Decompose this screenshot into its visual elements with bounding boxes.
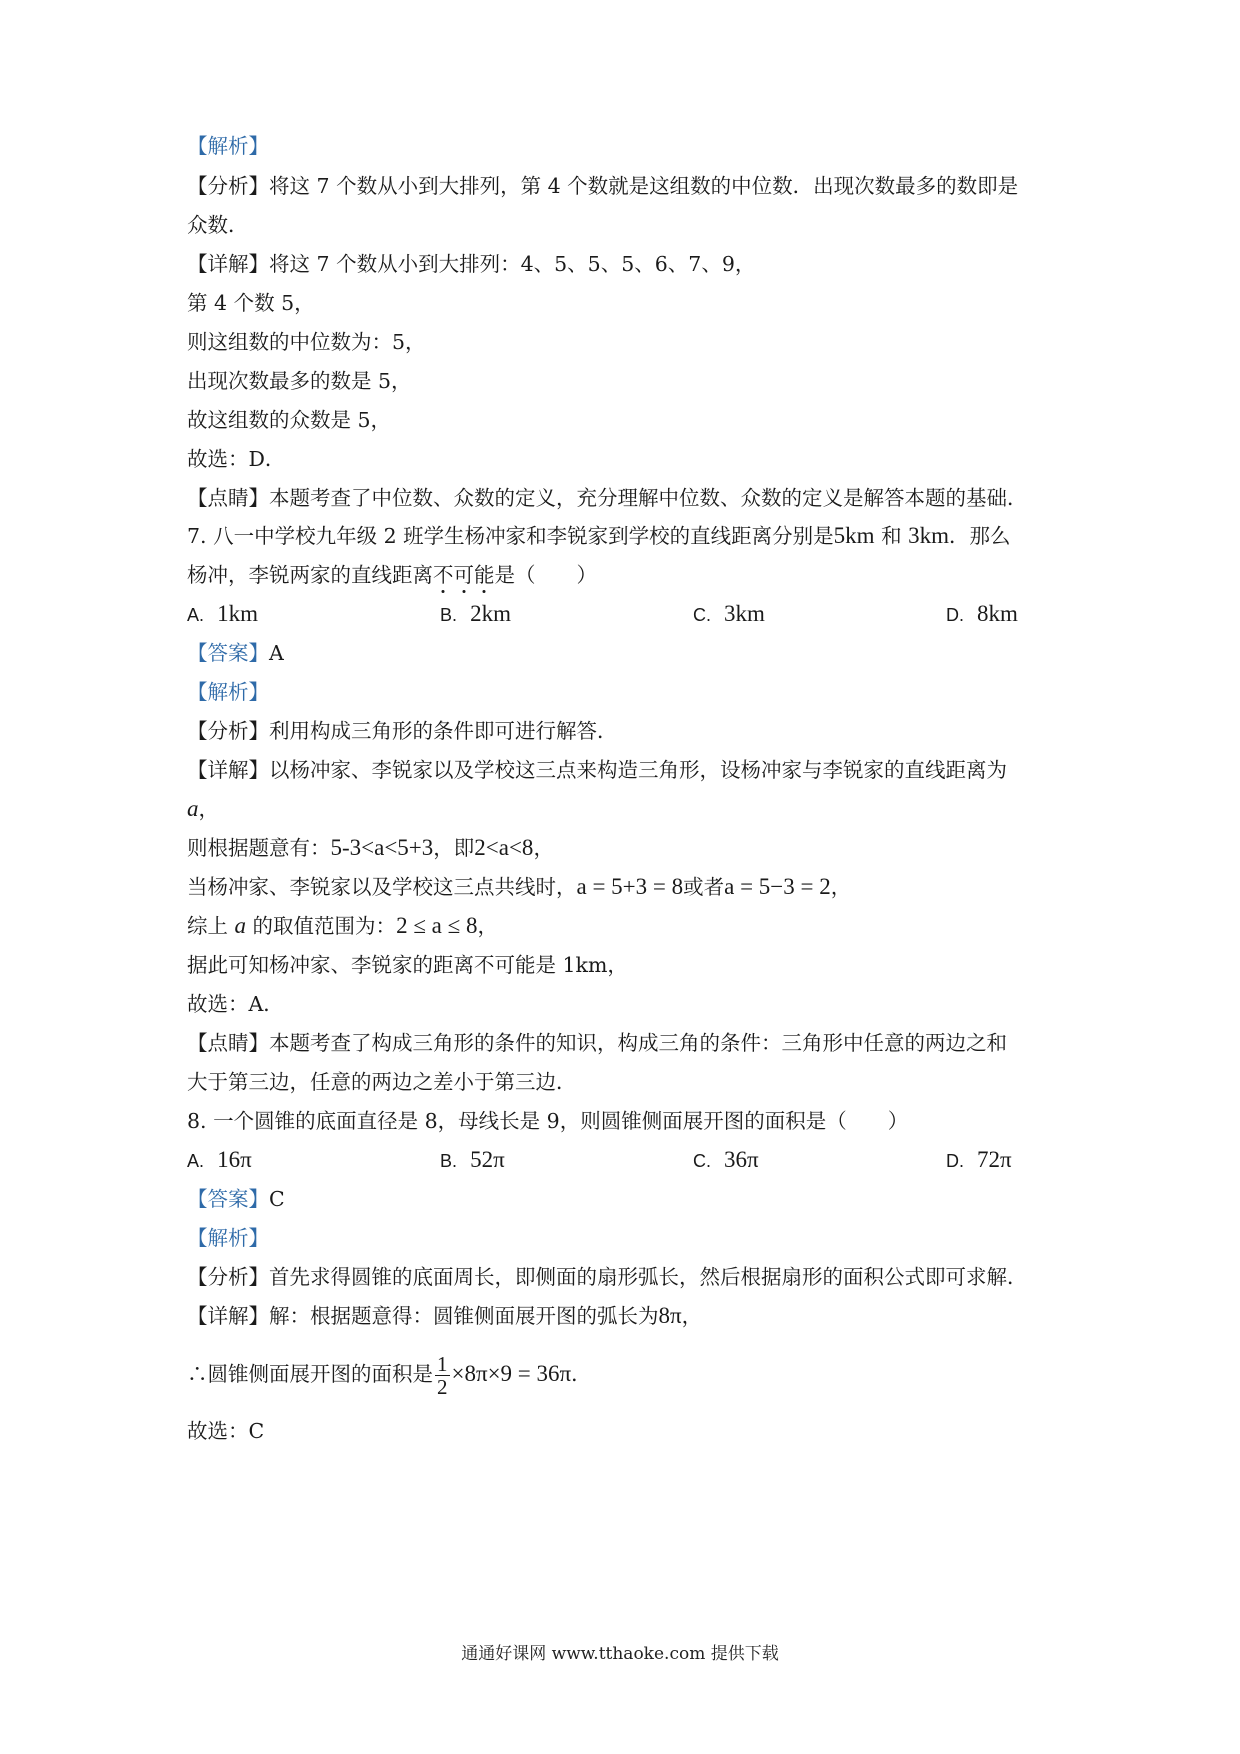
punctuation: ， — [681, 1304, 703, 1328]
q7-distance-1: 5km — [833, 523, 875, 548]
option-label: C. — [693, 605, 711, 625]
math-expression: 8π — [658, 1303, 682, 1328]
punctuation: ， — [533, 836, 554, 860]
math-equation: ×8π×9 = 36π — [451, 1361, 572, 1386]
q7-distance-2: 3km — [908, 523, 949, 548]
analysis-tag: 【分析】 — [187, 1265, 269, 1289]
q7-option-b — [440, 598, 511, 631]
comment-tag: 【点睛】 — [187, 486, 269, 510]
fraction-denominator: 2 — [437, 1375, 448, 1399]
option-value: 16π — [217, 1147, 252, 1172]
option-label: C. — [693, 1151, 711, 1171]
q8-analysis-line — [187, 1261, 1060, 1293]
analysis-text: 利用构成三角形的条件即可进行解答． — [269, 719, 618, 743]
q7-comment-line2: 大于第三边，任意的两边之差小于第三边． — [187, 1070, 577, 1094]
q7-detail-line1 — [187, 754, 1060, 786]
detail-tag: 【详解】 — [187, 758, 269, 782]
punctuation: ． — [571, 1362, 592, 1386]
math-inequality: 5-3<a<5+3 — [330, 835, 434, 860]
q7-comment-line1 — [187, 1027, 1060, 1059]
option-value: 36π — [724, 1147, 759, 1172]
q7-answer-line — [187, 637, 1060, 669]
text: 综上 — [187, 914, 235, 938]
option-label: D. — [946, 605, 964, 625]
math-equation: a = 5+3 = 8 — [576, 874, 684, 899]
q8-jiexi-heading: 【解析】 — [187, 1226, 269, 1250]
q8-answer-line — [187, 1183, 1060, 1215]
q7-stem-line2 — [187, 559, 1060, 591]
q7-analysis-line — [187, 715, 1060, 747]
q8-option-a — [187, 1144, 252, 1177]
q6-analysis-line2: 众数． — [187, 213, 249, 237]
q6-detail-line5: 故这组数的众数是 5， — [187, 408, 392, 432]
emphasis-char: 能 — [474, 563, 495, 587]
q8-detail-line — [187, 1300, 1060, 1332]
analysis-text: 首先求得圆锥的底面周长，即侧面的扇形弧长，然后根据扇形的面积公式即可求解． — [269, 1265, 1028, 1289]
q7-option-d — [946, 598, 1018, 631]
emphasis-char: 不 — [433, 563, 454, 587]
q8-stem-line: 8. 一个圆锥的底面直径是 8，母线长是 9，则圆锥侧面展开图的面积是（ ） — [187, 1109, 909, 1133]
detail-text: 解：根据题意得：圆锥侧面展开图的弧长为 — [269, 1304, 659, 1328]
option-value: 72π — [977, 1147, 1012, 1172]
q8-option-b — [440, 1144, 505, 1177]
math-variable: a — [234, 913, 247, 938]
option-label: B. — [440, 1151, 458, 1171]
q8-area-line — [187, 1346, 1060, 1402]
q7-stem-tail: ．那么 — [948, 524, 1011, 548]
math-equation: a = 5−3 = 2 — [724, 874, 831, 899]
option-value: 2km — [470, 601, 511, 626]
option-value: 3km — [724, 601, 765, 626]
text: 则根据题意有： — [187, 836, 331, 860]
q8-option-d — [946, 1144, 1012, 1177]
text: 或者 — [683, 875, 725, 899]
analysis-tag: 【分析】 — [187, 719, 269, 743]
math-variable: a — [187, 796, 199, 821]
q7-range-line — [187, 910, 1060, 942]
punctuation: ， — [477, 914, 499, 938]
q6-jiexi-heading: 【解析】 — [187, 134, 269, 158]
text: 当杨冲家、李锐家以及学校这三点共线时， — [187, 875, 577, 899]
option-label: B. — [440, 605, 458, 625]
fraction — [435, 1353, 450, 1398]
q7-detail-line2 — [187, 793, 1060, 825]
answer-tag: 【答案】 — [187, 1187, 269, 1211]
text: 的取值范围为： — [246, 914, 397, 938]
text: ∴圆锥侧面展开图的面积是 — [187, 1362, 433, 1386]
option-value: 8km — [977, 601, 1018, 626]
option-value: 1km — [217, 601, 258, 626]
q7-jiexi-heading: 【解析】 — [187, 680, 269, 704]
fraction-numerator: 1 — [437, 1352, 448, 1376]
text: ，即 — [433, 836, 475, 860]
q7-option-c — [693, 598, 765, 631]
q7-option-a — [187, 598, 258, 631]
q7-stem-line1 — [187, 520, 1060, 552]
q7-collinear-line — [187, 871, 1060, 903]
option-label: A. — [187, 1151, 205, 1171]
option-label: A. — [187, 605, 205, 625]
analysis-text: 将这 7 个数从小到大排列，第 4 个数就是这组数的中位数．出现次数最多的数即是 — [269, 174, 1019, 198]
answer-value: A — [269, 641, 284, 665]
analysis-tag: 【分析】 — [187, 174, 269, 198]
q8-option-c — [693, 1144, 759, 1177]
math-inequality: 2<a<8 — [474, 835, 534, 860]
q6-detail-line4: 出现次数最多的数是 5， — [187, 369, 412, 393]
q7-choose-line: 故选：A． — [187, 992, 284, 1016]
answer-value: C — [269, 1187, 285, 1211]
q7-stem-and: 和 — [874, 524, 909, 548]
q6-detail-line1 — [187, 248, 1060, 280]
comment-text: 本题考查了构成三角形的条件的知识，构成三角的条件：三角形中任意的两边之和 — [269, 1031, 1007, 1055]
q7-inequality-line — [187, 832, 1060, 864]
answer-tag: 【答案】 — [187, 641, 269, 665]
detail-tag: 【详解】 — [187, 1304, 269, 1328]
page-footer: 通通好课网 www.tthaoke.com 提供下载 — [461, 1644, 779, 1664]
comment-text: 本题考查了中位数、众数的定义，充分理解中位数、众数的定义是解答本题的基础． — [269, 486, 1028, 510]
q6-detail-line2: 第 4 个数 5， — [187, 291, 315, 315]
math-range: 2 ≤ a ≤ 8 — [396, 913, 478, 938]
emphasis-char: 可 — [453, 563, 474, 587]
q6-analysis-line1 — [187, 170, 1060, 202]
q6-comment-line — [187, 482, 1060, 514]
q7-conclusion-line: 据此可知杨冲家、李锐家的距离不可能是 1km， — [187, 953, 628, 977]
q7-stem2-text: 杨冲，李锐两家的直线距离 — [187, 563, 433, 587]
q8-choose-line: 故选：C — [187, 1419, 265, 1443]
q7-stem-text: 7. 八一中学校九年级 2 班学生杨冲家和李锐家到学校的直线距离分别是 — [187, 524, 834, 548]
option-label: D. — [946, 1151, 964, 1171]
q6-choose-line: 故选：D． — [187, 447, 286, 471]
q6-detail-line3: 则这组数的中位数为：5， — [187, 330, 426, 354]
option-value: 52π — [470, 1147, 505, 1172]
detail-text: 将这 7 个数从小到大排列：4、5、5、5、6、7、9， — [269, 252, 756, 276]
q7-stem2-tail: 是（ ） — [494, 563, 597, 587]
punctuation: ， — [198, 797, 219, 821]
detail-text: 以杨冲家、李锐家以及学校这三点来构造三角形，设杨冲家与李锐家的直线距离为 — [269, 758, 1007, 782]
detail-tag: 【详解】 — [187, 252, 269, 276]
punctuation: ， — [830, 875, 852, 899]
comment-tag: 【点睛】 — [187, 1031, 269, 1055]
